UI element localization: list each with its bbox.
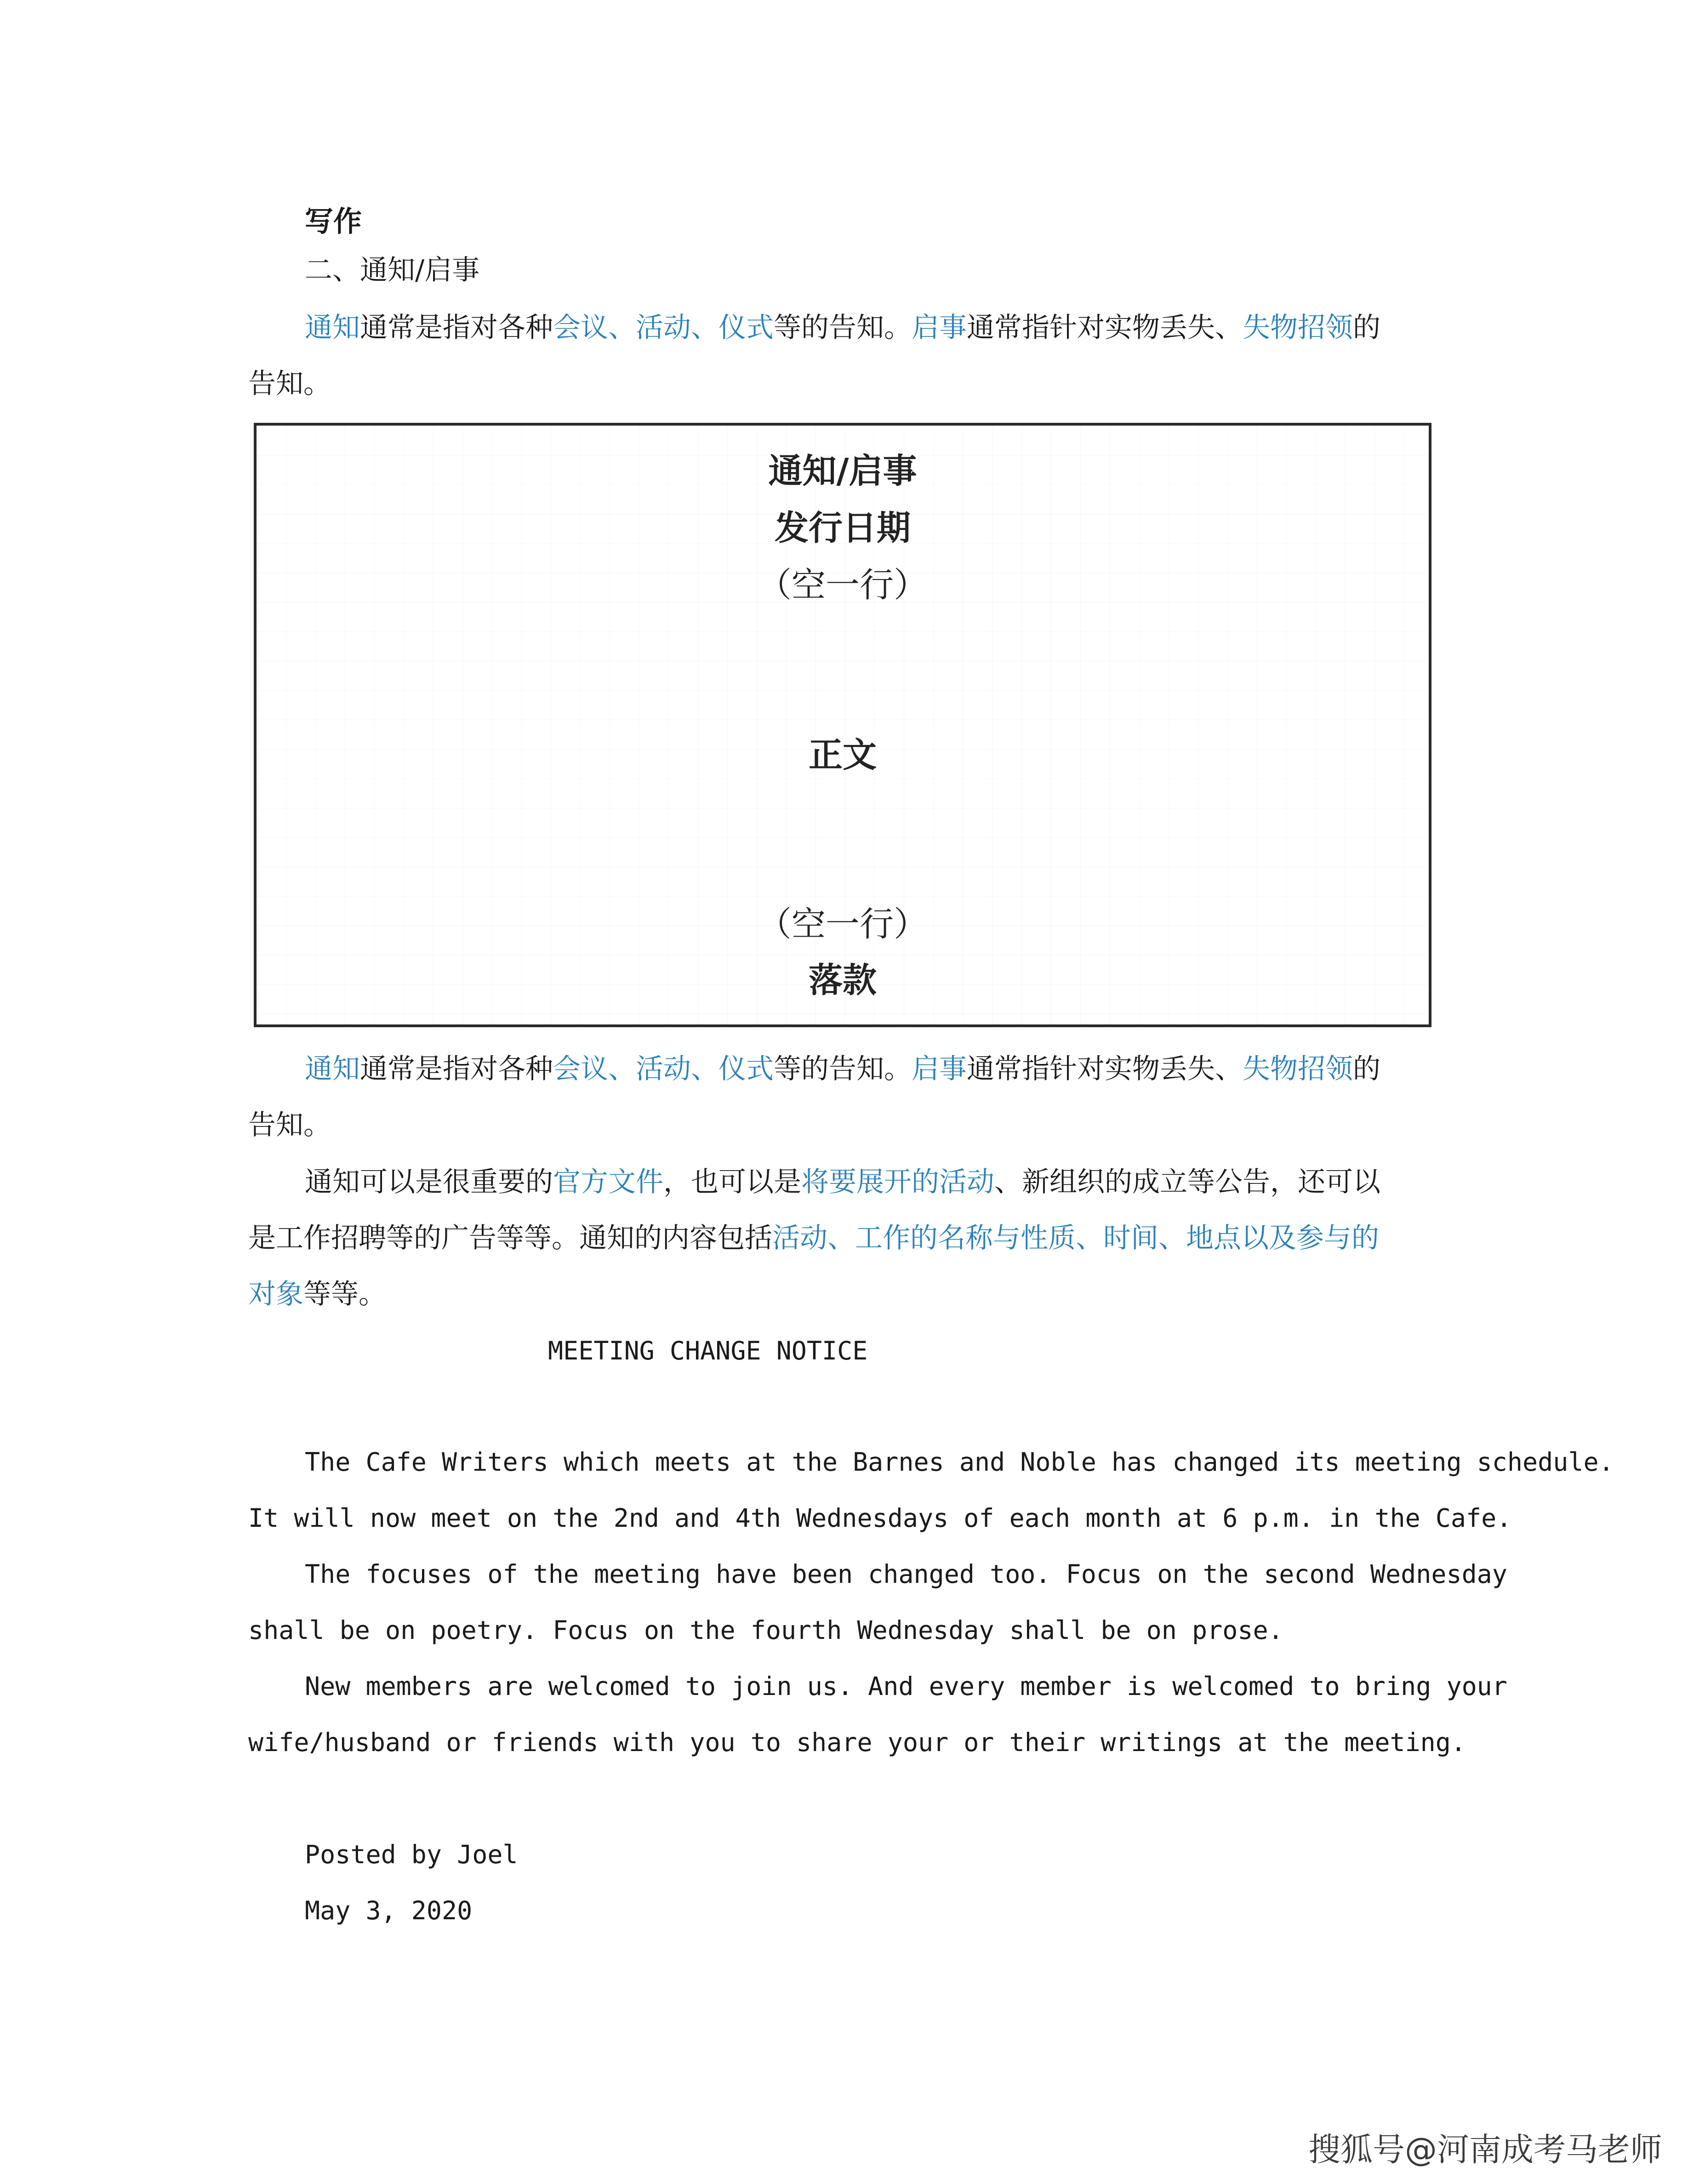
text-segment: 、新组织的成立等公告，还可以 [994,1166,1380,1198]
notice-paragraph-3-line-1: New members are welcomed to join us. And every member is welcomed to bring your [305,1672,1507,1701]
text-segment: 通常指针对实物丢失、 [967,1053,1243,1085]
template-blank-line-top: （空一行） [758,565,928,605]
text-segment: 等的告知。 [774,1053,912,1085]
notice-paragraph-3-line-2: wife/husband or friends with you to share your or their writings at the meeting. [248,1728,1466,1757]
content-line-1 [305,1166,1380,1199]
text-segment: 通常指针对实物丢失、 [967,312,1243,344]
template-body: 正文 [809,735,877,775]
highlighted-term: 活动、工作的名称与性质、时间、地点以及参与的 [772,1222,1379,1254]
highlighted-term: 启事 [912,312,967,344]
text-segment: 通常是指对各种 [360,1053,553,1085]
watermark: 搜狐号@河南成考马老师 [1308,2131,1662,2168]
highlighted-term: 会议、活动、仪式 [553,1053,774,1085]
highlighted-term: 会议、活动、仪式 [553,312,774,344]
highlighted-term: 通知 [305,312,360,344]
highlighted-term: 通知 [305,1053,360,1085]
section-heading: 写作 [305,205,362,238]
notice-paragraph-1-line-2: It will now meet on the 2nd and 4th Wednesdays of each month at 6 p.m. in the Cafe. [248,1503,1512,1533]
intro-repeat-line-2: 告知。 [248,1109,331,1141]
template-signature: 落款 [809,961,877,1000]
text-segment: 等的告知。 [774,312,912,344]
template-box [254,423,1431,1027]
highlighted-term: 官方文件 [553,1166,663,1198]
highlighted-term: 失物招领 [1243,312,1353,344]
template-date: 发行日期 [775,508,911,548]
intro-line-1 [305,311,1380,344]
highlighted-term: 启事 [912,1053,967,1085]
notice-paragraph-2-line-1: The focuses of the meeting have been changed too. Focus on the second Wednesday [305,1559,1507,1589]
text-segment: 的 [1353,1053,1380,1085]
posted-by: Posted by Joel [305,1840,518,1869]
section-title: 二、通知/启事 [305,254,480,286]
highlighted-term: 对象 [248,1278,303,1310]
highlighted-term: 将要展开的活动 [801,1166,994,1198]
notice-date: May 3, 2020 [305,1896,473,1925]
template-blank-line-bottom: （空一行） [758,904,928,944]
template-title: 通知/启事 [768,451,917,491]
intro-repeat-line-1 [305,1052,1380,1086]
notice-paragraph-1-line-1: The Cafe Writers which meets at the Barnes and Noble has changed its meeting schedule. [305,1447,1614,1477]
notice-title: MEETING CHANGE NOTICE [548,1336,868,1365]
text-segment: 是工作招聘等的广告等等。通知的内容包括 [248,1222,772,1254]
text-segment: 的 [1353,312,1380,344]
intro-line-2: 告知。 [248,368,331,400]
text-segment: 通常是指对各种 [360,312,553,344]
notice-paragraph-2-line-2: shall be on poetry. Focus on the fourth Wednesday shall be on prose. [248,1615,1283,1645]
content-line-3 [248,1278,386,1311]
content-line-2 [248,1222,1379,1255]
text-segment: 等等。 [303,1278,386,1310]
highlighted-term: 失物招领 [1243,1053,1353,1085]
text-segment: 通知可以是很重要的 [305,1166,553,1198]
text-segment: ，也可以是 [663,1166,801,1198]
